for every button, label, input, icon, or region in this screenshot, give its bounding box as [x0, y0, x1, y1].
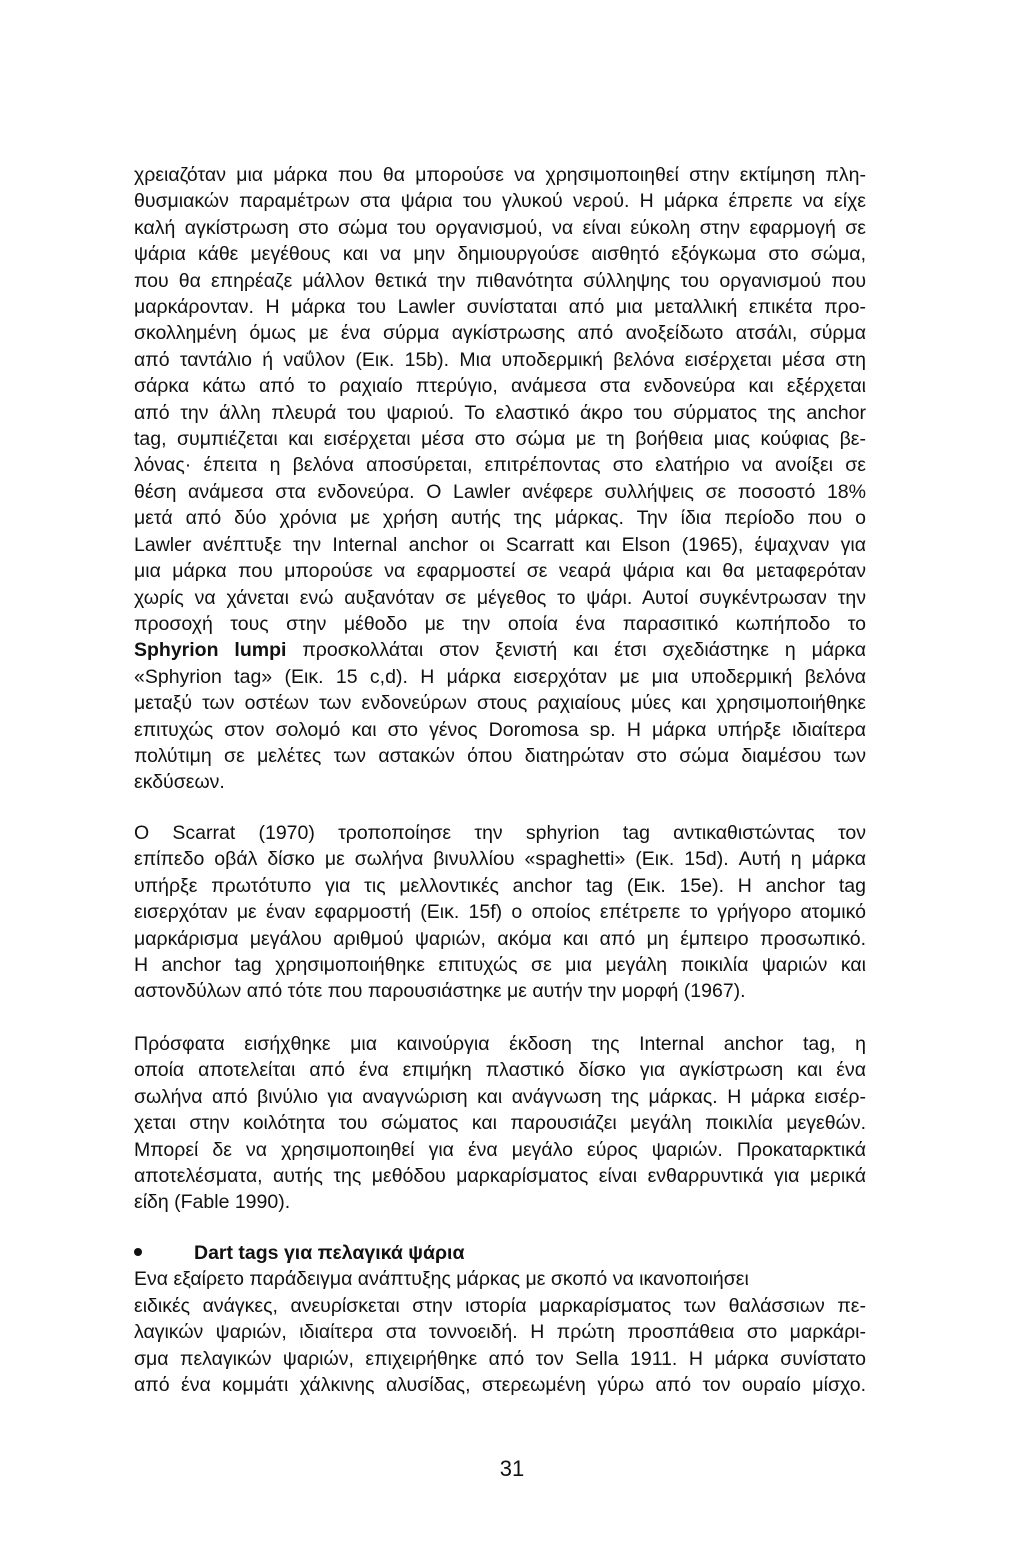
text-line: Ο Scarrat (1970) τροποποίησε την sphyrion tag αντικαθιστώντας τον — [134, 822, 866, 844]
text-line: tag, συμπιέζεται και εισέρχεται μέσα στο σώμα με τη βοήθεια μιας κούφιας βε- — [134, 428, 866, 451]
text-line: μαρκάρονταν. Η μάρκα του Lawler συνίσταται από μια μεταλλική επικέτα προ- — [134, 296, 866, 319]
paragraph-3 — [134, 1031, 866, 1216]
text-line: Lawler ανέπτυξε την Internal anchor οι Scarratt και Elson (1965), έψαχναν για — [134, 533, 866, 556]
bullet-icon — [134, 1248, 142, 1256]
text-line: μετά από δύο χρόνια με χρήση αυτής της μάρκας. Την ίδια περίοδο που ο — [134, 507, 866, 530]
text-line: καλή αγκίστρωση στο σώμα του οργανισμού, να είναι εύκολη στην εφαρμογή σε — [134, 216, 866, 239]
paragraph-1 — [134, 162, 866, 796]
text-line-sphyrion — [134, 637, 866, 663]
text-fragment: προσκολλάται στον ξενιστή και έτσι σχεδιάστηκε η μάρκα — [302, 639, 866, 662]
text-line: σωλήνα από βινύλιο για αναγνώριση και ανάγνωση της μάρκας. Η μάρκα εισέρ- — [134, 1085, 866, 1108]
text-line: πολύτιμη σε μελέτες των αστακών όπου διατηρώταν στο σώμα διαμέσου των — [134, 744, 866, 767]
text-line: υπήρξε πρωτότυπο για τις μελλοντικές anchor tag (Εικ. 15e). Η anchor tag — [134, 874, 866, 897]
text-line: αστονδύλων από τότε που παρουσιάστηκε με αυτήν την μορφή (1967). — [134, 980, 746, 1003]
text-line: λόνας· έπειτα η βελόνα αποσύρεται, επιτρέποντας στο ελατήριο να ανοίξει σε — [134, 454, 866, 477]
text-line: Ενα εξαίρετο παράδειγμα ανάπτυξης μάρκας με σκοπό να ικανοποιήσει — [134, 1268, 749, 1291]
text-line: εισερχόταν με έναν εφαρμοστή (Εικ. 15f) ο οποίος επέτρεπε το γρήγορο ατομικό — [134, 901, 866, 924]
text-line: σκολλημένη όμως με ένα σύρμα αγκίστρωσης από ανοξείδωτο ατσάλι, σύρμα — [134, 322, 866, 345]
text-line: μια μάρκα που μπορούσε να εφαρμοστεί σε νεαρά ψάρια και θα μεταφερόταν — [134, 560, 866, 583]
text-line: επίπεδο οβάλ δίσκο με σωλήνα βινυλλίου «spaghetti» (Εικ. 15d). Αυτή η μάρκα — [134, 848, 866, 871]
text-line: μεταξύ των οστέων των ενδονεύρων στους ραχιαίους μύες και χρησιμοποιήθηκε — [134, 692, 866, 715]
text-line: Η anchor tag χρησιμοποιήθηκε επιτυχώς σε μια μεγάλη ποικιλία ψαριών και — [134, 954, 866, 977]
text-line: που θα επηρέαζε μάλλον θετικά την πιθανότητα σύλληψης του οργανισμού που — [134, 269, 866, 292]
text-line: θέση ανάμεσα στα ενδονεύρα. Ο Lawler ανέφερε συλλήψεις σε ποσοστό 18% — [134, 480, 866, 503]
text-line: χρειαζόταν μια μάρκα που θα μπορούσε να χρησιμοποιηθεί στην εκτίμηση πλη- — [134, 164, 866, 186]
text-line: οποία αποτελείται από ένα επιμήκη πλαστικό δίσκο για αγκίστρωση και ένα — [134, 1059, 866, 1082]
text-line: χωρίς να χάνεται ενώ αυξανόταν σε μέγεθος το ψάρι. Αυτοί συγκέντρωσαν την — [134, 586, 866, 609]
text-line: «Sphyrion tag» (Εικ. 15 c,d). Η μάρκα εισερχόταν με μια υποδερμική βελόνα — [134, 665, 866, 688]
text-line: μαρκάρισμα μεγάλου αριθμού ψαριών, ακόμα και από μη έμπειρο προσωπικό. — [134, 927, 866, 950]
text-line: από ταντάλιο ή ναΰλον (Εικ. 15b). Μια υποδερμική βελόνα εισέρχεται μέσα στη — [134, 348, 866, 371]
text-line: εκδύσεων. — [134, 771, 225, 794]
section-heading: Dart tags για πελαγικά ψάρια — [194, 1242, 465, 1264]
species-name: Sphyrion lumpi — [134, 639, 287, 662]
text-line: χεται στην κοιλότητα του σώματος και παρουσιάζει μεγάλη ποικιλία μεγεθών. — [134, 1112, 866, 1135]
text-line: θυσμιακών παραμέτρων στα ψάρια του γλυκού νερού. Η μάρκα έπρεπε να είχε — [134, 190, 866, 213]
text-line: Πρόσφατα εισήχθηκε μια καινούργια έκδοση της Internal anchor tag, η — [134, 1033, 866, 1055]
bullet-section — [134, 1240, 866, 1398]
text-line: Μπορεί δε να χρησιμοποιηθεί για ένα μεγάλο εύρος ψαριών. Προκαταρκτικά — [134, 1138, 866, 1161]
text-line: ειδικές ανάγκες, ανευρίσκεται στην ιστορία μαρκαρίσματος των θαλάσσιων πε- — [134, 1294, 866, 1317]
text-line: από ένα κομμάτι χάλκινης αλυσίδας, στερεωμένη γύρω από τον ουραίο μίσχο. — [134, 1374, 866, 1397]
text-line: επιτυχώς στον σολομό και στο γένος Doromosa sp. Η μάρκα υπήρξε ιδιαίτερα — [134, 718, 866, 741]
text-line: σμα πελαγικών ψαριών, επιχειρήθηκε από τον Sella 1911. Η μάρκα συνίστατο — [134, 1347, 866, 1370]
text-line: σάρκα κάτω από το ραχιαίο πτερύγιο, ανάμεσα στα ενδονεύρα και εξέρχεται — [134, 375, 866, 398]
text-line: αποτελέσματα, αυτής της μεθόδου μαρκαρίσματος είναι ενθαρρυντικά για μερικά — [134, 1165, 866, 1188]
text-line: λαγικών ψαριών, ιδιαίτερα στα τοννοειδή. Η πρώτη προσπάθεια στο μαρκάρι- — [134, 1321, 866, 1344]
page-number: 31 — [499, 1456, 525, 1481]
paragraph-2 — [134, 820, 866, 1005]
text-line: είδη (Fable 1990). — [134, 1191, 291, 1214]
text-line: από την άλλη πλευρά του ψαριού. Το ελαστικό άκρο του σύρματος της anchor — [134, 401, 866, 424]
bullet-heading-row — [134, 1240, 866, 1266]
text-line: ψάρια κάθε μεγέθους και να μην δημιουργούσε αισθητό εξόγκωμα στο σώμα, — [134, 243, 866, 266]
text-line: προσοχή τους στην μέθοδο με την οποία ένα παρασιτικό κωπήποδο το — [134, 612, 866, 635]
